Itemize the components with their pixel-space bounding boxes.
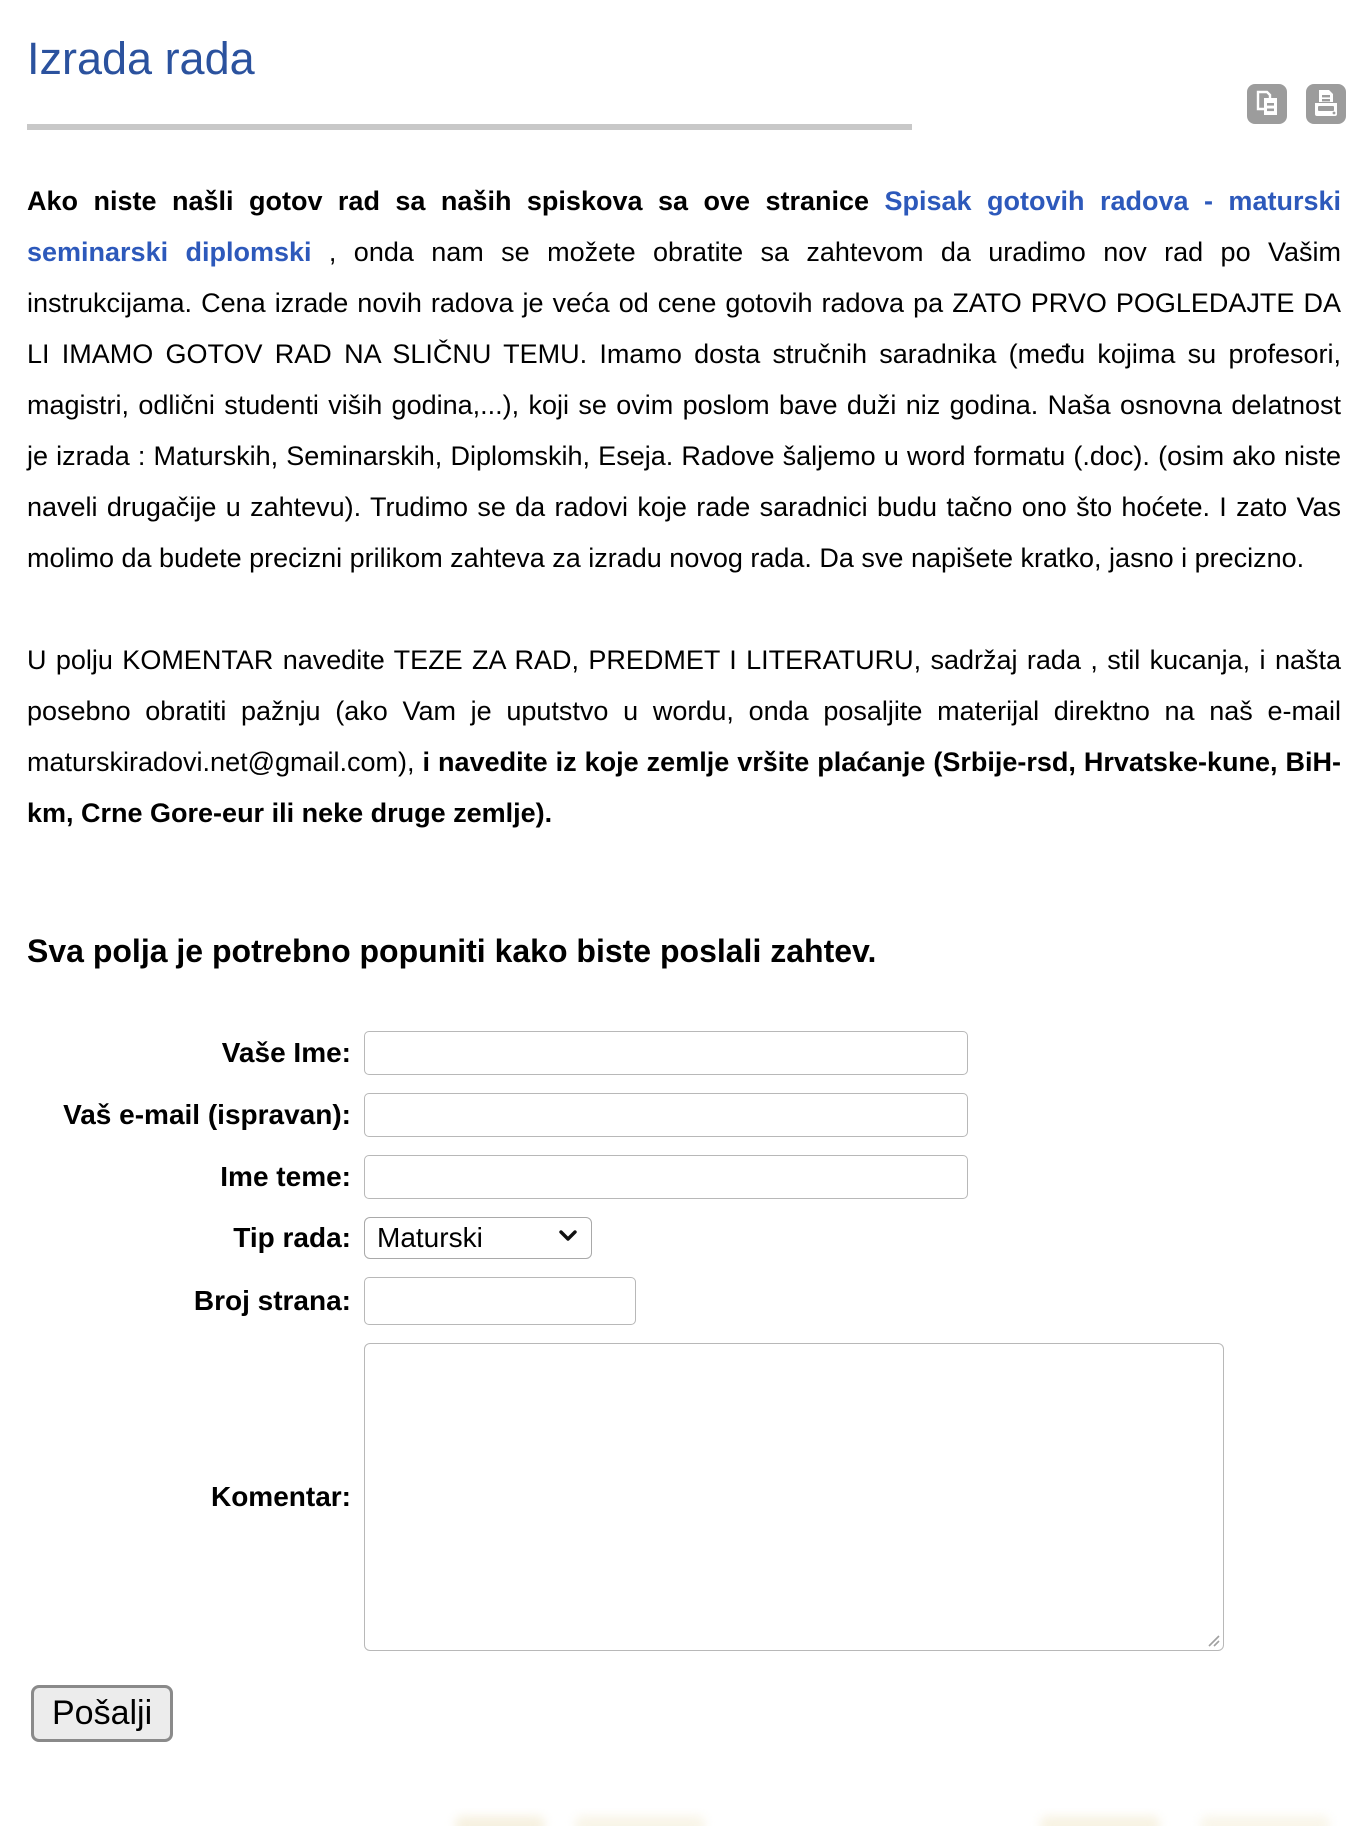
cut-off-footer-content	[0, 1808, 1368, 1826]
textarea-resize-handle-icon[interactable]	[1205, 1632, 1221, 1648]
topic-input[interactable]	[364, 1155, 968, 1199]
form-heading: Sva polja je potrebno popuniti kako biste poslali zahtev.	[27, 933, 877, 969]
name-label: Vaše Ime:	[221, 1037, 351, 1068]
note-bold-text: i navedite iz koje zemlje vršite plaćanje (Srbije-rsd, Hrvatske-kune, BiH-km, Crne Gore-eur ili neke druge zemlje).	[27, 747, 1341, 828]
finished-works-link[interactable]: Spisak gotovih radova - maturski seminarski diplomski	[27, 186, 1341, 267]
work-type-select[interactable]	[364, 1217, 592, 1259]
cutoff-smudge	[575, 1816, 705, 1826]
print-icon[interactable]	[1306, 84, 1346, 124]
pages-row	[27, 1277, 1341, 1325]
email-input[interactable]	[364, 1093, 968, 1137]
cutoff-smudge	[1040, 1816, 1160, 1826]
topic-label: Ime teme:	[220, 1161, 351, 1192]
comment-textarea[interactable]	[364, 1343, 1224, 1651]
comment-row	[27, 1343, 1341, 1651]
copy-pages-icon[interactable]	[1247, 84, 1287, 124]
page	[0, 34, 1368, 1742]
page-toolbar	[1247, 84, 1346, 124]
comment-instructions-paragraph	[27, 635, 1341, 839]
pages-input[interactable]	[364, 1277, 636, 1325]
pages-label: Broj strana:	[193, 1285, 351, 1316]
intro-lead-text: Ako niste našli gotov rad sa naših spiskova sa ove stranice	[27, 186, 885, 216]
name-input[interactable]	[364, 1031, 968, 1075]
intro-paragraph	[27, 176, 1341, 584]
title-divider	[27, 124, 912, 130]
cutoff-smudge	[455, 1816, 545, 1826]
note-body-text: U polju KOMENTAR navedite TEZE ZA RAD, PREDMET I LITERATURU, sadržaj rada , stil kucanja, i našta posebno obratiti pažnju (ako Vam je uputstvo u wordu, onda posaljite materijal direktno na naš e-mail maturskiradovi.net@gmail.com),	[27, 645, 1341, 777]
topic-row	[27, 1155, 1341, 1199]
submit-button[interactable]: Pošalji	[31, 1685, 173, 1742]
chevron-down-icon	[559, 1229, 577, 1247]
work-type-selected-value: Maturski	[377, 1222, 483, 1253]
comment-textarea-wrap	[364, 1343, 1224, 1651]
intro-body-text: , onda nam se možete obratite sa zahtevom da uradimo nov rad po Vašim instrukcijama. Cena izrade novih radova je veća od cene gotovih radova pa ZATO PRVO POGLEDAJTE DA LI IMAMO GOTOV RAD NA SLIČNU TEMU. Imamo dosta stručnih saradnika (među kojima su profesori, magistri, odlični studenti viših godina,...), koji se ovim poslom bave duži niz godina. Naša osnovna delatnost je izrada : Maturskih, Seminarskih, Diplomskih, Eseja. Radove šaljemo u word formatu (.doc). (osim ako niste naveli drugačije u zahtevu). Trudimo se da radovi koje rade saradnici budu tačno ono što hoćete. I zato Vas molimo da budete precizni prilikom zahteva za izradu novog rada. Da sve napišete kratko, jasno i precizno.	[27, 237, 1341, 573]
work-request-form	[27, 1031, 1341, 1742]
comment-label: Komentar:	[210, 1481, 351, 1512]
work-type-label: Tip rada:	[233, 1222, 351, 1253]
work-type-row	[27, 1217, 1341, 1259]
page-title: Izrada rada	[27, 33, 255, 84]
email-label: Vaš e-mail (ispravan):	[63, 1099, 351, 1130]
name-row	[27, 1031, 1341, 1075]
email-row	[27, 1093, 1341, 1137]
cutoff-smudge	[1200, 1816, 1330, 1826]
